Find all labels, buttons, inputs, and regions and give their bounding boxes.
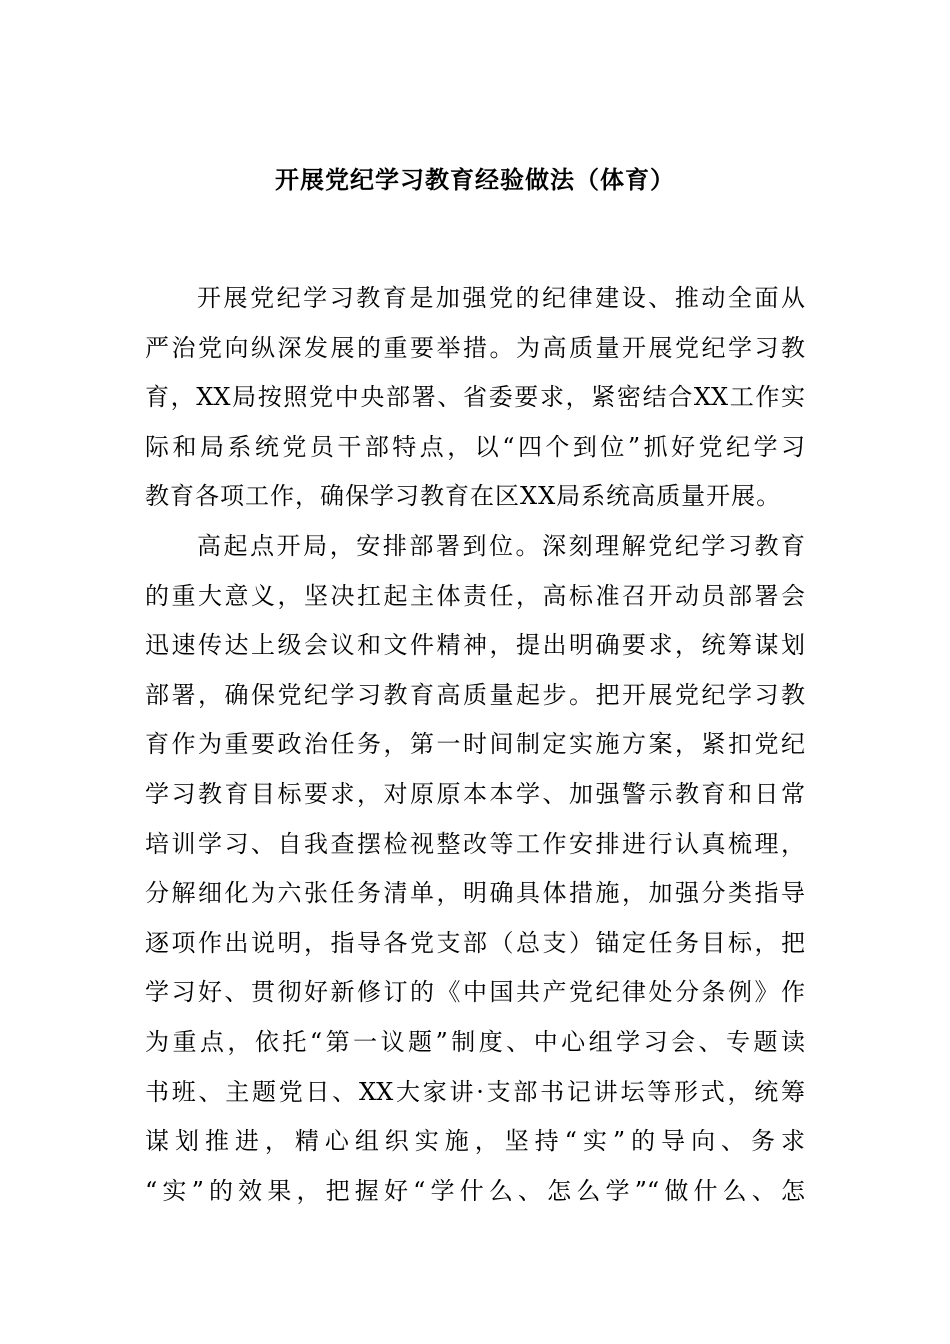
paragraph-2-line-3: 迅速传达上级会议和文件精神，提出明确要求，统筹谋划 [145, 631, 805, 660]
paragraph-2-line-10: 学习好、贯彻好新修订的《中国共产党纪律处分条例》作 [145, 978, 805, 1007]
document-body [145, 274, 805, 1216]
paragraph-2-line-5: 育作为重要政治任务，第一时间制定实施方案，紧扣党纪 [145, 730, 805, 759]
paragraph-2-line-12: 书班、主题党日、XX大家讲·支部书记讲坛等形式，统筹 [145, 1077, 805, 1106]
paragraph-1-line-1: 开展党纪学习教育是加强党的纪律建设、推动全面从 [197, 284, 805, 312]
paragraph-1-line-3: 育，XX局按照党中央部署、省委要求，紧密结合XX工作实 [145, 383, 805, 412]
paragraph-1-line-5: 教育各项工作，确保学习教育在区XX局系统高质量开展。 [145, 482, 782, 511]
paragraph-1-line-2: 严治党向纵深发展的重要举措。为高质量开展党纪学习教 [145, 333, 805, 362]
paragraph-2-line-1: 高起点开局，安排部署到位。深刻理解党纪学习教育 [197, 531, 805, 560]
paragraph-2-line-4: 部署，确保党纪学习教育高质量起步。把开展党纪学习教 [145, 680, 805, 709]
paragraph-2-line-7: 培训学习、自我查摆检视整改等工作安排进行认真梳理， [145, 829, 805, 858]
document-title: 开展党纪学习教育经验做法（体育） [275, 165, 675, 194]
paragraph-2-line-8: 分解细化为六张任务清单，明确具体措施，加强分类指导 [145, 879, 805, 908]
paragraph-2-line-14: “实”的效果，把握好“学什么、怎么学”“做什么、怎 [145, 1176, 805, 1205]
paragraph-2-line-2: 的重大意义，坚决扛起主体责任，高标准召开动员部署会 [145, 581, 805, 610]
paragraph-2-line-9: 逐项作出说明，指导各党支部（总支）锚定任务目标，把 [145, 928, 805, 957]
paragraph-2-line-13: 谋划推进，精心组织实施，坚持“实”的导向、务求 [145, 1127, 805, 1156]
paragraph-1-line-4: 际和局系统党员干部特点，以“四个到位”抓好党纪学习 [145, 432, 805, 461]
paragraph-2-line-6: 学习教育目标要求，对原原本本学、加强警示教育和日常 [145, 779, 805, 808]
paragraph-2-line-11: 为重点，依托“第一议题”制度、中心组学习会、专题读 [145, 1027, 805, 1056]
